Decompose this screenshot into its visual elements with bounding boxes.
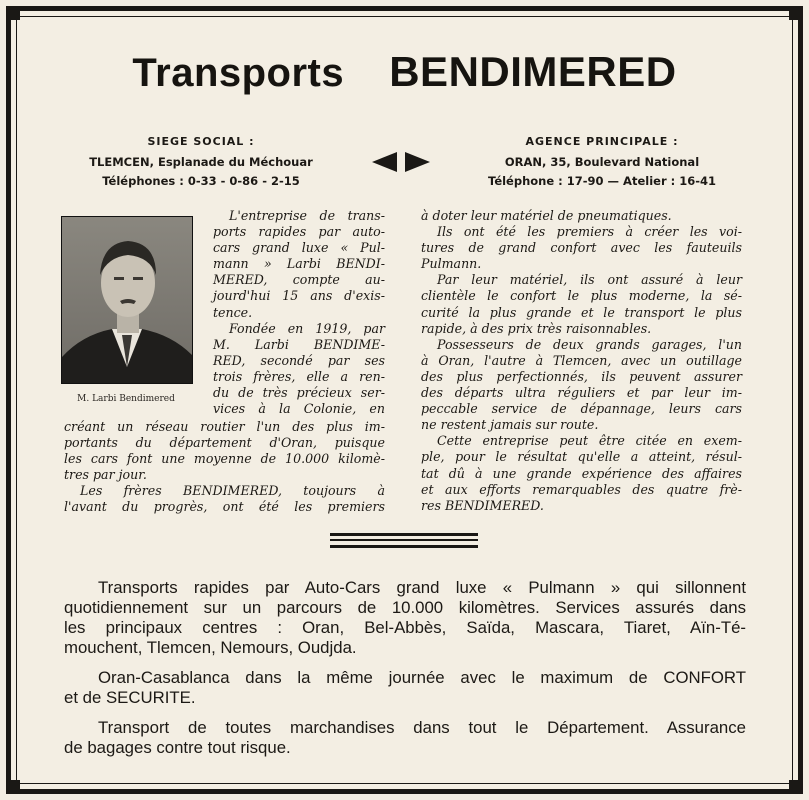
siege-social-block xyxy=(56,132,346,191)
agence-phones: Téléphone : 17-90 — Atelier : 16-41 xyxy=(488,174,716,188)
divider-rule xyxy=(330,533,478,536)
text-line: Possesseurs de deux grands garages, l'un xyxy=(437,336,742,352)
text-line: res BENDIMERED. xyxy=(421,497,544,513)
text-line: mouchent, Tlemcen, Nemours, Oudjda. xyxy=(64,638,357,657)
text-line: tres par jour. xyxy=(64,467,147,483)
divider-rule xyxy=(330,545,478,548)
text-line: à Oran, l'autre à Tlemcen, avec un outillage xyxy=(421,352,742,368)
text-line: Pulmann. xyxy=(421,256,482,272)
text-line: quotidiennement sur un parcours de 10.000 kilomètres. Services assurés dans xyxy=(64,598,746,617)
divider-rule xyxy=(330,539,478,541)
text-line: trois frères, elle a ren- xyxy=(213,368,385,384)
text-line: Transports rapides par Auto-Cars grand luxe « Pulmann » qui sillonnent xyxy=(98,578,746,597)
text-line: Transport de toutes marchandises dans tout le Département. Assurance xyxy=(98,718,746,737)
portrait-photo xyxy=(61,216,193,384)
text-line: cars grand luxe « Pul- xyxy=(213,240,385,256)
agence-heading: AGENCE PRINCIPALE : xyxy=(525,135,679,148)
services-paragraph xyxy=(64,668,746,708)
text-line: et aux efforts remarquables des quatre frè- xyxy=(421,481,742,497)
siege-phones: Téléphones : 0-33 - 0-86 - 2-15 xyxy=(102,174,300,188)
portrait-caption: M. Larbi Bendimered xyxy=(77,394,175,404)
text-line: tat dû à une grande expérience des affaires xyxy=(421,465,742,481)
double-arrow-icon xyxy=(372,152,430,172)
corner-ornament xyxy=(789,6,803,20)
article-column-a-narrow xyxy=(213,208,385,417)
title-company-name: BENDIMERED xyxy=(389,48,677,95)
title-transports: Transports xyxy=(132,51,345,95)
text-line: du de très précieux ser- xyxy=(213,385,385,401)
text-line: M. Larbi BENDIME- xyxy=(213,336,385,352)
text-line: à doter leur matériel de pneumatiques. xyxy=(421,208,672,223)
text-line: mann » Larbi BENDI- xyxy=(213,256,385,272)
text-line: portants du département d'Oran, puisque xyxy=(64,435,385,451)
text-line: ports rapides par auto- xyxy=(213,224,385,240)
text-line: Ils ont été les premiers à créer les voi- xyxy=(437,224,742,240)
services-paragraph xyxy=(64,578,746,658)
text-line: ne restent jamais sur route. xyxy=(421,417,599,433)
text-line: des départs ultra réguliers et par leur im- xyxy=(421,385,742,401)
services-paragraph xyxy=(64,718,746,758)
agence-principale-block xyxy=(452,132,752,191)
text-line: l'avant du progrès, ont été les premiers xyxy=(64,499,385,515)
text-line: Les frères BENDIMERED, toujours à xyxy=(80,483,385,499)
text-line: les principaux centres : Oran, Bel-Abbès, Saïda, Mascara, Tiaret, Aïn-Té- xyxy=(64,618,746,637)
text-line: Par leur matériel, ils ont assuré à leur xyxy=(437,272,742,288)
text-line: tures de grand confort avec les fauteuils xyxy=(421,240,742,256)
siege-heading: SIEGE SOCIAL : xyxy=(147,135,255,148)
text-line: rapide, à des prix très raisonnables. xyxy=(421,320,652,336)
text-line: curité la plus grande et le transport le plus xyxy=(421,304,742,320)
text-line: vices à la Colonie, en xyxy=(213,401,385,417)
text-line: RED, secondé par ses xyxy=(213,352,385,368)
page-title xyxy=(20,48,789,96)
text-line: créant un réseau routier l'un des plus im- xyxy=(64,419,385,434)
services-text xyxy=(64,578,746,768)
text-line: de bagages contre tout risque. xyxy=(64,738,291,757)
siege-address: TLEMCEN, Esplanade du Méchouar xyxy=(89,155,313,169)
text-line: Cette entreprise peut être citée en exem- xyxy=(437,433,742,449)
text-line: MERED, compte au- xyxy=(213,272,385,288)
agence-address: ORAN, 35, Boulevard National xyxy=(504,155,700,169)
text-line: les cars font une moyenne de 10.000 kilomè- xyxy=(64,451,385,467)
article-column-b xyxy=(421,208,742,514)
corner-ornament xyxy=(6,780,20,794)
text-line: et de SECURITE. xyxy=(64,688,196,707)
text-line: tence. xyxy=(213,304,253,320)
text-line: Fondée en 1919, par xyxy=(229,320,385,336)
corner-ornament xyxy=(789,780,803,794)
text-line: ple, pour le résultat qu'elle a atteint, résul- xyxy=(421,449,742,465)
text-line: Oran-Casablanca dans la même journée avec le maximum de CONFORT xyxy=(98,668,746,687)
text-line: peccable service de dépannage, leurs cars xyxy=(421,401,742,417)
corner-ornament xyxy=(6,6,20,20)
article-column-a-wide xyxy=(64,419,385,516)
text-line: clientèle le confort le plus moderne, la sé- xyxy=(421,288,742,304)
text-line: L'entreprise de trans- xyxy=(229,208,385,223)
text-line: des plus perfectionnés, ils peuvent assurer xyxy=(421,368,742,384)
text-line: jourd'hui 15 ans d'exis- xyxy=(213,288,385,304)
